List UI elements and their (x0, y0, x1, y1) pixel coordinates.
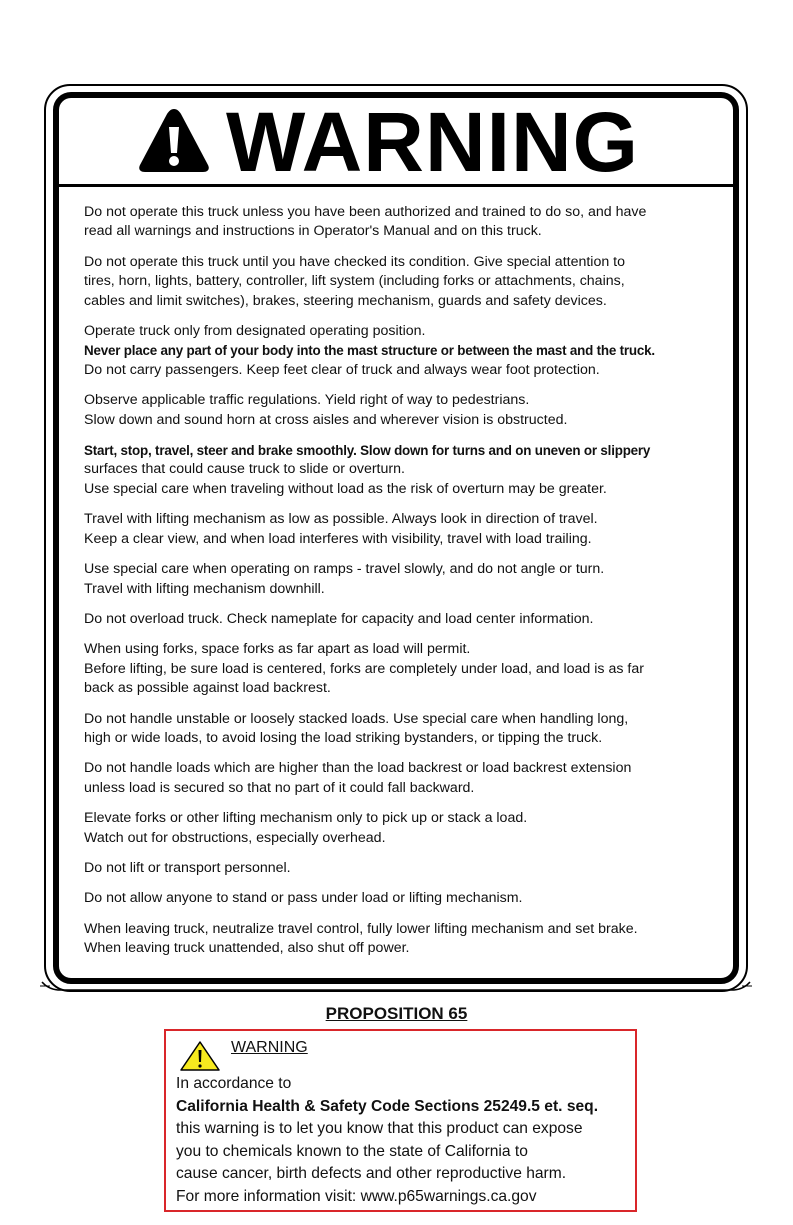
warning-line: Do not handle unstable or loosely stacked loads. Use special care when handling long, (84, 710, 629, 727)
warning-line: back as possible against load backrest. (84, 680, 331, 697)
prop65-line: California Health & Safety Code Sections 25249.5 et. seq. (176, 1097, 599, 1115)
prop65-line: this warning is to let you know that this product can expose (176, 1120, 583, 1138)
warning-line: Slow down and sound horn at cross aisles and wherever vision is obstructed. (84, 411, 568, 428)
warning-line: Operate truck only from designated operating position. (84, 323, 426, 340)
warning-paragraph (84, 560, 724, 599)
warning-instructions (84, 203, 724, 970)
warning-title: WARNING (226, 95, 639, 189)
warning-line: unless load is secured so that no part of it could fall backward. (84, 779, 475, 796)
warning-line: When leaving truck, neutralize travel control, fully lower lifting mechanism and set brake. (84, 920, 638, 937)
warning-line: Observe applicable traffic regulations. Yield right of way to pedestrians. (84, 392, 530, 409)
warning-line: Never place any part of your body into the mast structure or between the mast and the truck. (84, 343, 655, 359)
warning-triangle-icon (138, 107, 210, 173)
warning-line: Travel with lifting mechanism as low as possible. Always look in direction of travel. (84, 511, 598, 528)
warning-line: Travel with lifting mechanism downhill. (84, 580, 325, 597)
warning-line: Use special care when traveling without load as the risk of overturn may be greater. (84, 480, 607, 497)
prop65-line: In accordance to (176, 1075, 292, 1092)
warning-paragraph (84, 391, 724, 430)
warning-line: Use special care when operating on ramps - travel slowly, and do not angle or turn. (84, 561, 605, 578)
warning-paragraph (84, 920, 724, 959)
warning-paragraph (84, 640, 724, 698)
warning-line: Do not allow anyone to stand or pass under load or lifting mechanism. (84, 890, 523, 907)
warning-line: Do not operate this truck until you have checked its condition. Give special attention to (84, 253, 626, 270)
warning-line: surfaces that could cause truck to slide or overturn. (84, 461, 405, 478)
warning-paragraph (84, 322, 724, 380)
warning-paragraph (84, 510, 724, 549)
warning-line: high or wide loads, to avoid losing the load striking bystanders, or tipping the truck. (84, 729, 603, 746)
prop65-warning-label: WARNING (231, 1039, 308, 1056)
warning-line: Start, stop, travel, steer and brake smoothly. Slow down for turns and on uneven or slippery (84, 443, 651, 459)
warning-line: Do not handle loads which are higher than the load backrest or load backrest extension (84, 760, 632, 777)
warning-line: Before lifting, be sure load is centered, forks are completely under load, and load is as far (84, 660, 644, 677)
warning-paragraph (84, 253, 724, 311)
warning-paragraph (84, 441, 724, 499)
warning-line: Elevate forks or other lifting mechanism only to pick up or stack a load. (84, 810, 528, 827)
warning-paragraph (84, 710, 724, 749)
warning-paragraph (84, 759, 724, 798)
warning-line: Watch out for obstructions, especially overhead. (84, 829, 386, 846)
prop65-line: cause cancer, birth defects and other reproductive harm. (176, 1165, 567, 1183)
prop65-text (176, 1073, 598, 1209)
warning-line: Do not lift or transport personnel. (84, 859, 291, 876)
warning-paragraph (84, 203, 724, 242)
warning-line: Keep a clear view, and when load interferes with visibility, travel with load trailing. (84, 530, 592, 547)
caution-triangle-icon (180, 1041, 220, 1071)
warning-paragraph (84, 859, 724, 878)
warning-paragraph (84, 610, 724, 629)
warning-line: Do not overload truck. Check nameplate for capacity and load center information. (84, 610, 594, 627)
warning-line: cables and limit switches), brakes, steering mechanism, guards and safety devices. (84, 292, 607, 309)
warning-paragraph (84, 809, 724, 848)
warning-paragraph (84, 889, 724, 908)
sign-bottom-edge (40, 980, 752, 994)
warning-line: Do not carry passengers. Keep feet clear of truck and always wear foot protection. (84, 361, 600, 378)
warning-line: Do not operate this truck unless you have been authorized and trained to do so, and have (84, 204, 647, 220)
warning-line: read all warnings and instructions in Operator's Manual and on this truck. (84, 223, 542, 240)
warning-line: When using forks, space forks as far apart as load will permit. (84, 641, 471, 658)
warning-line: tires, horn, lights, battery, controller, lift system (including forks or attachments, chains, (84, 273, 625, 290)
prop65-line: For more information visit: www.p65warnings.ca.gov (176, 1187, 537, 1205)
warning-line: When leaving truck unattended, also shut off power. (84, 940, 410, 957)
proposition-65-heading: PROPOSITION 65 (325, 1004, 468, 1023)
prop65-line: you to chemicals known to the state of California to (176, 1142, 528, 1160)
